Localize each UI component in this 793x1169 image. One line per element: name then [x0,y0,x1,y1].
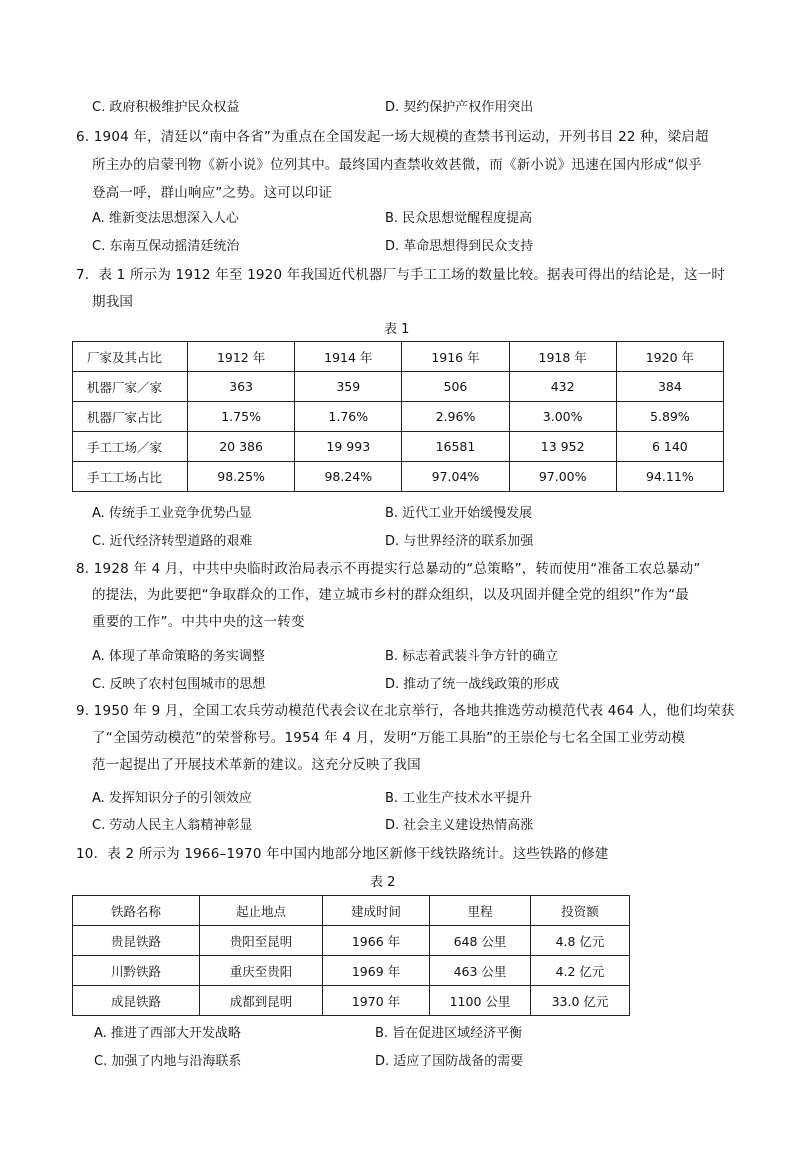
table-cell: 1969 年 [323,956,430,986]
table-header-cell: 建成时间 [323,896,430,926]
table-header-cell: 里程 [430,896,531,926]
table-cell: 13 952 [509,432,616,462]
q10-option-d: D. 适应了国防战备的需要 [375,1054,524,1069]
table-cell: 20 386 [188,432,295,462]
q10-option-b: B. 旨在促进区域经济平衡 [375,1026,523,1041]
table-cell: 33.0 亿元 [531,986,630,1016]
q8-option-a: A. 体现了革命策略的务实调整 [92,649,265,664]
q6-stem-line3: 登高一呼，群山响应”之势。这可以印证 [92,185,333,201]
table-cell: 5.89% [616,402,723,432]
q7-stem-line2: 期我国 [92,294,134,310]
q9-option-d: D. 社会主义建设热情高涨 [385,818,534,833]
table-cell: 384 [616,372,723,402]
table-cell: 1970 年 [323,986,430,1016]
q9-option-c: C. 劳动人民主人翁精神彰显 [92,818,253,833]
q7-stem-line1: 7．表 1 所示为 1912 年至 1920 年我国近代机器厂与手工工场的数量比较。据表可得出的结论是，这一时 [76,267,726,283]
q8-option-d: D. 推动了统一战线政策的形成 [385,677,560,692]
table-cell: 463 公里 [430,956,531,986]
table-row [73,956,630,986]
q10-stem-line1: 10．表 2 所示为 1966–1970 年中国内地部分地区新修干线铁路统计。这些铁路的修建 [76,846,609,862]
q9-stem-line2: 了“全国劳动模范”的荣誉称号。1954 年 4 月，发明“万能工具胎”的王崇伦与七名全国工业劳动模 [92,730,686,746]
table-cell: 手工工场占比 [73,462,188,492]
q9-option-b: B. 工业生产技术水平提升 [385,791,533,806]
table-cell: 359 [295,372,402,402]
table-cell: 1966 年 [323,926,430,956]
table-row [73,402,724,432]
q8-stem-line2: 的提法，为此要把“争取群众的工作，建立城市乡村的群众组织，以及巩固并健全党的组织”作为“最 [92,587,689,603]
table-cell: 648 公里 [430,926,531,956]
table-cell: 16581 [402,432,509,462]
table-header-cell: 1916 年 [402,342,509,372]
table-header-cell: 1920 年 [616,342,723,372]
table-header-cell: 投资额 [531,896,630,926]
q7-option-d: D. 与世界经济的联系加强 [385,534,534,549]
table-header-cell: 厂家及其占比 [73,342,188,372]
table-cell: 成都到昆明 [200,986,323,1016]
table-header-row [73,342,724,372]
q8-stem-line1: 8. 1928 年 4 月，中共中央临时政治局表示不再提实行总暴动的“总策略”，转而使用“准备工农总暴动” [76,561,701,577]
q5-option-d: D. 契约保护产权作用突出 [385,100,534,115]
table-cell: 3.00% [509,402,616,432]
table-cell: 成昆铁路 [73,986,200,1016]
table-cell: 1.76% [295,402,402,432]
table-cell: 1100 公里 [430,986,531,1016]
table-header-cell: 起止地点 [200,896,323,926]
table-cell: 重庆至贵阳 [200,956,323,986]
table-cell: 4.8 亿元 [531,926,630,956]
q6-stem-line2: 所主办的启蒙刊物《新小说》位列其中。最终国内查禁收效甚微，而《新小说》迅速在国内形成“似乎 [92,157,702,173]
table-header-cell: 1912 年 [188,342,295,372]
table-cell: 97.00% [509,462,616,492]
table-cell: 97.04% [402,462,509,492]
q9-stem-line3: 范一起提出了开展技术革新的建议。这充分反映了我国 [92,757,421,773]
table-cell: 432 [509,372,616,402]
table-cell: 98.25% [188,462,295,492]
table-cell: 机器厂家占比 [73,402,188,432]
table-header-cell: 铁路名称 [73,896,200,926]
table2-caption: 表 2 [370,875,396,890]
q9-stem-line1: 9. 1950 年 9 月，全国工农兵劳动模范代表会议在北京举行，各地共推选劳动模范代表 464 人，他们均荣获 [76,703,735,719]
q7-option-b: B. 近代工业开始缓慢发展 [385,506,533,521]
q10-option-c: C. 加强了内地与沿海联系 [94,1054,242,1069]
table-header-cell: 1918 年 [509,342,616,372]
table1 [72,341,724,492]
q6-stem-line1: 6. 1904 年，清廷以“南中各省”为重点在全国发起一场大规模的查禁书刊运动，开列书目 22 种，梁启超 [76,129,709,145]
q6-option-b: B. 民众思想觉醒程度提高 [385,211,533,226]
q6-option-a: A. 维新变法思想深入人心 [92,211,239,226]
table-cell: 363 [188,372,295,402]
q6-option-d: D. 革命思想得到民众支持 [385,239,534,254]
table-row [73,372,724,402]
table-row [73,462,724,492]
table-cell: 6 140 [616,432,723,462]
table-cell: 手工工场／家 [73,432,188,462]
q10-option-a: A. 推进了西部大开发战略 [94,1026,241,1041]
q8-option-c: C. 反映了农村包围城市的思想 [92,677,266,692]
q8-option-b: B. 标志着武装斗争方针的确立 [385,649,559,664]
table-cell: 506 [402,372,509,402]
table-row [73,926,630,956]
q6-option-c: C. 东南互保动摇清廷统治 [92,239,240,254]
table-cell: 川黔铁路 [73,956,200,986]
table-cell: 19 993 [295,432,402,462]
table-cell: 94.11% [616,462,723,492]
table-cell: 贵阳至昆明 [200,926,323,956]
q7-option-c: C. 近代经济转型道路的艰难 [92,534,253,549]
table-cell: 2.96% [402,402,509,432]
table-cell: 98.24% [295,462,402,492]
table-row [73,986,630,1016]
table-row [73,432,724,462]
table-cell: 4.2 亿元 [531,956,630,986]
q9-option-a: A. 发挥知识分子的引领效应 [92,791,252,806]
table2 [72,895,630,1016]
table-header-row [73,896,630,926]
q8-stem-line3: 重要的工作”。中共中央的这一转变 [92,614,305,630]
table-cell: 贵昆铁路 [73,926,200,956]
q7-option-a: A. 传统手工业竞争优势凸显 [92,506,252,521]
table1-caption: 表 1 [384,322,410,337]
table-cell: 1.75% [188,402,295,432]
table-header-cell: 1914 年 [295,342,402,372]
q5-option-c: C. 政府积极维护民众权益 [92,100,240,115]
table-cell: 机器厂家／家 [73,372,188,402]
